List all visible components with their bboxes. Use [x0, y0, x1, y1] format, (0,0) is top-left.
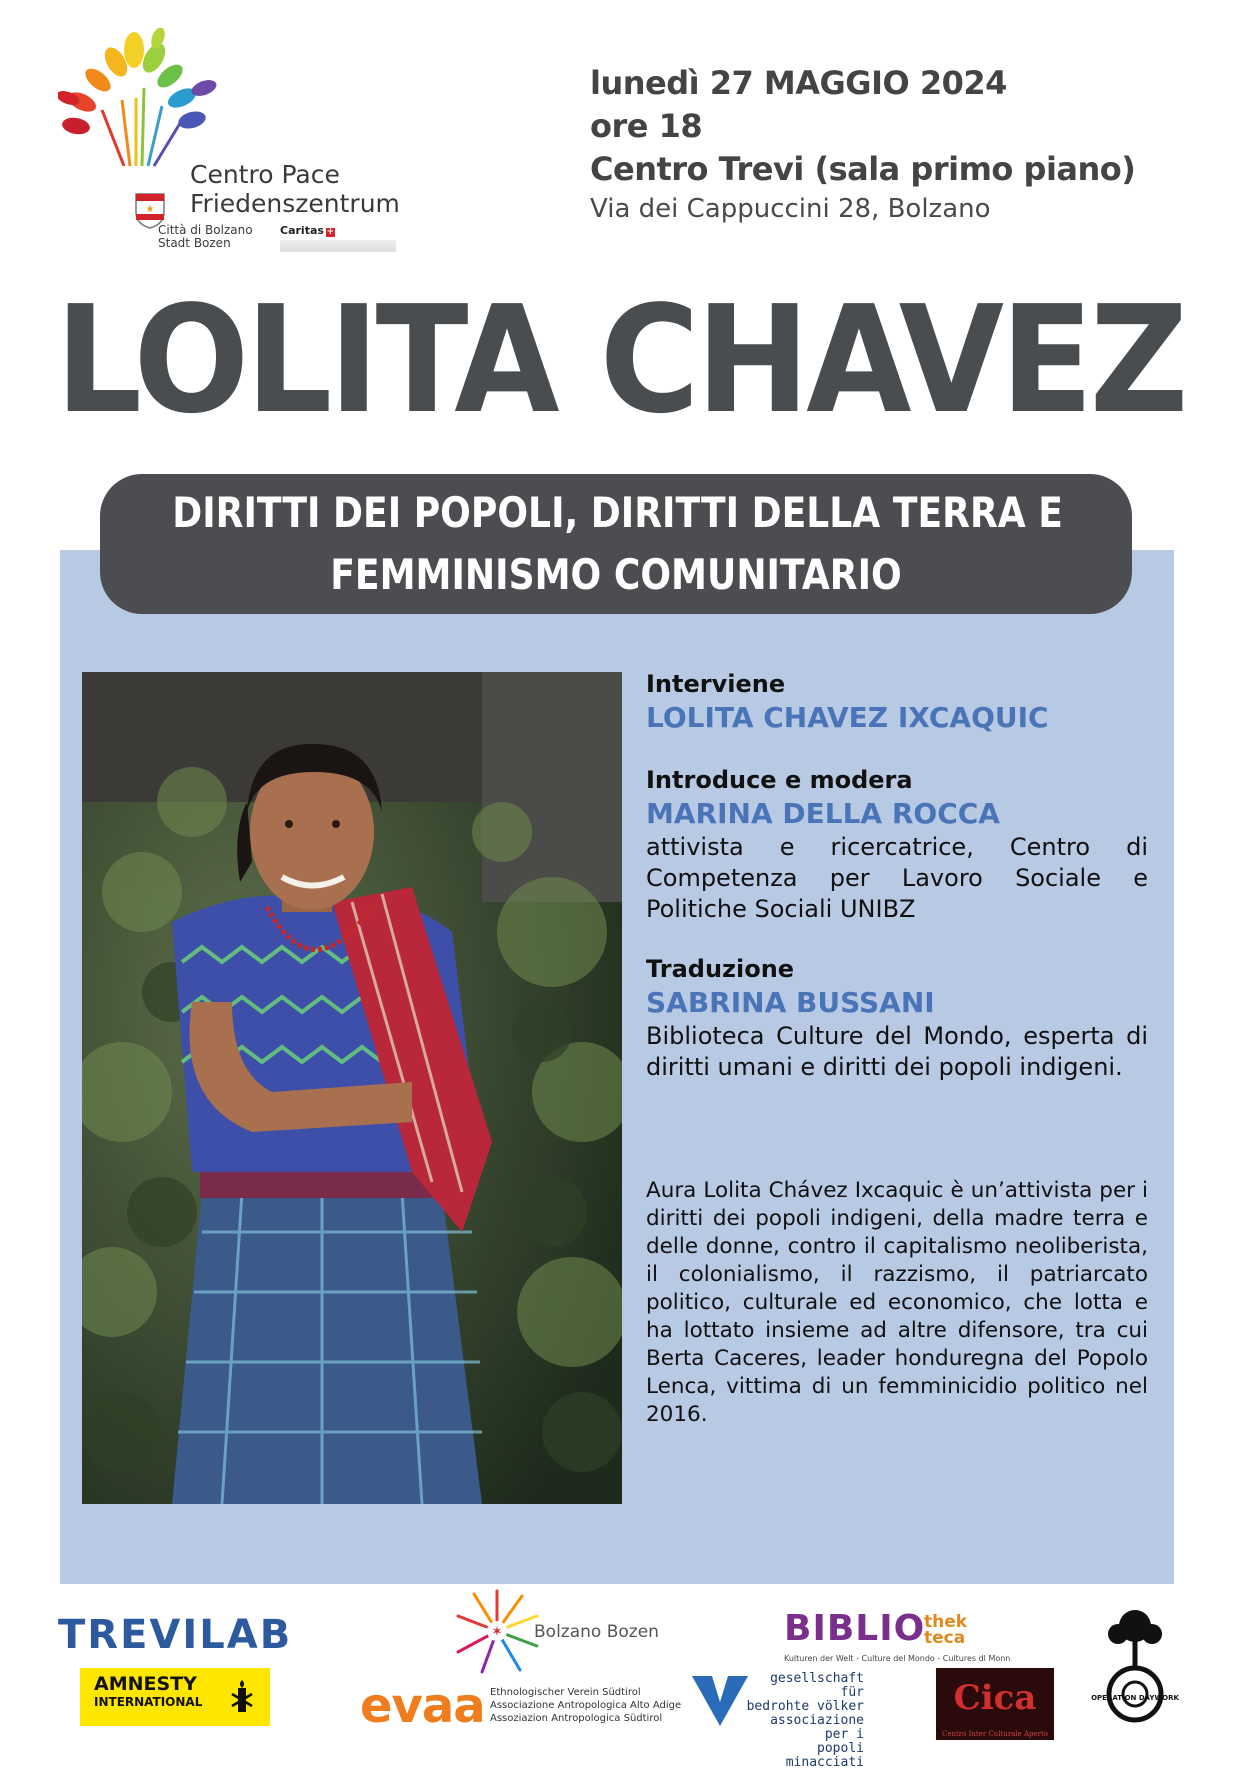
operation-daywork-logo — [1080, 1606, 1190, 1736]
speaker-name: MARINA DELLA ROCCA — [646, 797, 1000, 830]
bibliothek-subtitle: Kulturen der Welt - Culture del Mondo - Cultures dl Monn — [784, 1654, 1011, 1663]
caritas-label: Caritas — [280, 224, 324, 237]
candle-icon — [228, 1678, 256, 1718]
speaker-description: Biblioteca Culture del Mondo, esperta di diritti umani e diritti dei popoli indigeni. — [646, 1022, 1148, 1081]
evaa-sub-2: Associazione Antropologica Alto Adige — [490, 1700, 682, 1711]
speaker-block — [646, 953, 1148, 1083]
evaa-subtitle — [490, 1686, 681, 1725]
event-address: Via dei Cappuccini 28, Bolzano — [590, 194, 991, 224]
amnesty-line-2: INTERNATIONAL — [94, 1695, 203, 1709]
amnesty-logo — [80, 1668, 270, 1726]
svg-text:✶: ✶ — [491, 1624, 503, 1640]
event-time: ore 18 — [590, 107, 703, 145]
cross-icon: + — [326, 227, 335, 237]
rainbow-tree-icon — [58, 28, 228, 168]
gfbv-line-1: gesellschaft für — [770, 1671, 864, 1700]
speaker-role: Introduce e modera — [646, 766, 913, 794]
event-info — [590, 62, 1210, 227]
bibliothek-logo: BIBLIO — [784, 1608, 926, 1649]
centro-pace-name — [190, 160, 400, 218]
operation-daywork-label: OPERATION DAYWORK — [1091, 1694, 1179, 1702]
page-title: LOLITA CHAVEZ — [55, 274, 1185, 446]
speaker-name: LOLITA CHAVEZ IXCAQUIC — [646, 701, 1049, 734]
speaker-portrait-image — [82, 672, 622, 1504]
org-line-2: Friedenszentrum — [190, 189, 400, 218]
city-line-1: Città di Bolzano — [158, 223, 253, 237]
gfbv-line-4: popoli minacciati — [785, 1741, 864, 1770]
city-line-2: Stadt Bozen — [158, 236, 231, 250]
gfbv-line-3: associazione per i — [770, 1713, 864, 1742]
subtitle-line-1: DIRITTI DEI POPOLI, DIRITTI DELLA TERRA E — [172, 488, 1063, 537]
gfbv-v-icon — [690, 1672, 750, 1728]
caritas-logo — [280, 224, 335, 237]
speaker-photo — [82, 672, 622, 1504]
org-line-1: Centro Pace — [190, 160, 340, 189]
trevilab-logo: TREVILAB — [58, 1612, 293, 1658]
bibliothek-suffix — [924, 1614, 967, 1646]
gfbv-logo-text — [744, 1672, 864, 1770]
amnesty-line-1: AMNESTY — [94, 1673, 197, 1695]
speaker-name: SABRINA BUSSANI — [646, 986, 935, 1019]
speaker-description: attivista e ricercatrice, Centro di Competenza per Lavoro Sociale e Politiche Sociali UNIBZ — [646, 833, 1148, 923]
evaa-logo: evaa — [360, 1678, 485, 1734]
evaa-sub-3: Assoziazion Antropologica Südtirol — [490, 1713, 663, 1724]
speakers-list — [646, 668, 1148, 1111]
subtitle-banner — [100, 474, 1132, 614]
cica-label: Cica — [953, 1678, 1037, 1718]
speaker-block — [646, 764, 1148, 925]
cica-logo — [936, 1668, 1054, 1740]
centro-pace-logo — [58, 28, 398, 258]
biblio-teca: teca — [924, 1628, 966, 1648]
event-venue: Centro Trevi (sala primo piano) — [590, 150, 1136, 188]
evaa-sub-1: Ethnologischer Verein Südtirol — [490, 1687, 641, 1698]
bolzano-sun-icon — [452, 1586, 542, 1676]
speaker-bio: Aura Lolita Chávez Ixcaquic è un’attivista per i diritti dei popoli indigeni, della madre terra e delle donne, contro il capitalismo neoliberista, il colonialismo, il razzismo, il patriarcato politico, culturale ed economico, che lotta e ha lottato insieme ad altre difensore, tra cui Berta Caceres, leader honduregna del Popolo Lenca, vittima di un femminicidio politico nel 2016. — [646, 1178, 1148, 1427]
speaker-role: Traduzione — [646, 955, 795, 983]
bolzano-label: Bolzano Bozen — [534, 1622, 659, 1642]
gfbv-line-2: bedrohte völker — [746, 1699, 864, 1714]
cica-subtitle: Centro Inter Culturale Aperto — [941, 1730, 1048, 1738]
svg-text:★: ★ — [145, 204, 155, 215]
speaker-role: Interviene — [646, 670, 786, 698]
subtitle-line-2: FEMMINISMO COMUNITARIO — [330, 550, 902, 599]
caritas-subtext-bar — [280, 240, 396, 252]
speaker-block — [646, 668, 1148, 736]
city-label — [158, 224, 253, 250]
event-date: lunedì 27 MAGGIO 2024 — [590, 64, 1007, 102]
biblio-thek: thek — [924, 1612, 968, 1632]
